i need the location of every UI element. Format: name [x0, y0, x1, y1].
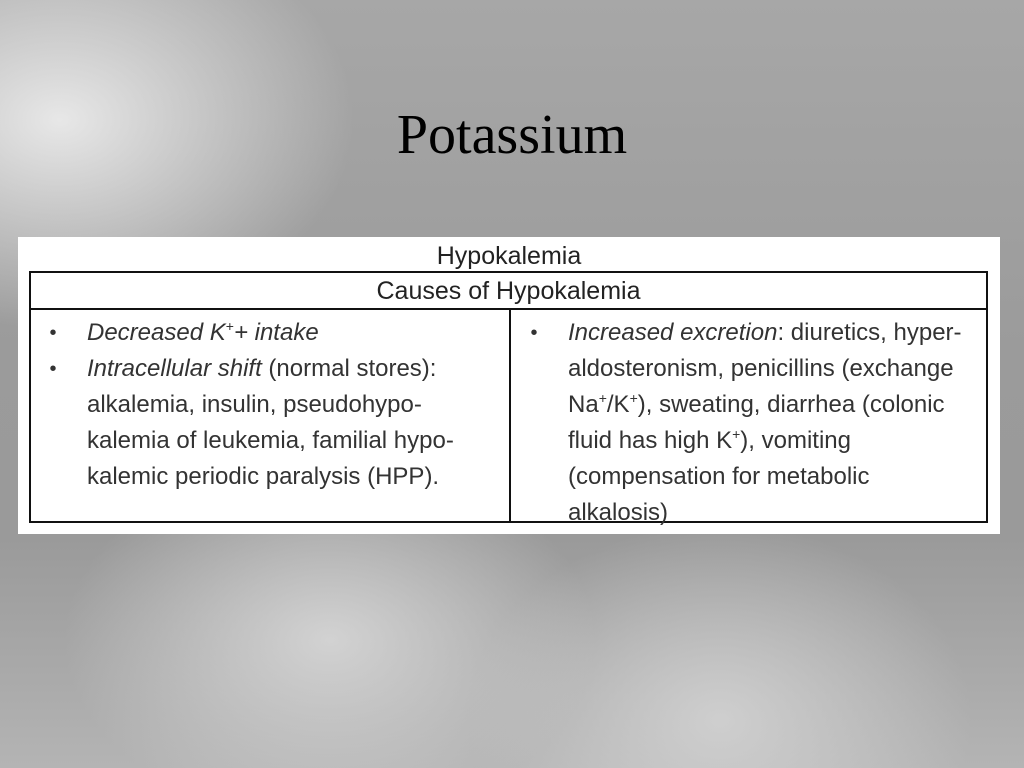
column-divider [509, 310, 511, 521]
left-column [43, 315, 498, 495]
superscript: + [598, 390, 607, 406]
item-text: ), vomiting (compensation for metabolic alkalosis) [568, 427, 870, 526]
superscript: + [732, 426, 741, 442]
causes-table [29, 271, 988, 526]
list-item [43, 351, 498, 495]
table-heading: Hypokalemia [436, 242, 582, 270]
bullet-icon: • [49, 358, 57, 380]
item-italic: + intake [233, 319, 319, 346]
list-item [43, 315, 498, 351]
item-text: ), sweating, diarrhea (colonic fluid has high K [568, 391, 945, 454]
item-italic: Increased excretion [568, 319, 778, 346]
slide-title: Potassium [396, 104, 628, 166]
bullet-icon: • [530, 322, 538, 344]
right-column [524, 315, 974, 531]
item-text: /K [606, 391, 630, 418]
bullet-icon: • [49, 322, 57, 344]
item-text: (normal stores): alkalemia, insulin, pseudohypo-kalemia of leukemia, familial hypo-kalemic periodic paralysis (HPP). [87, 355, 454, 490]
table-subheading: Causes of Hypokalemia [31, 273, 986, 310]
list-item [524, 315, 974, 531]
item-text: : diuretics, hyper-aldosteronism, penicillins (exchange Na [568, 319, 962, 418]
table-image [18, 237, 1000, 534]
item-italic: Intracellular shift [87, 355, 262, 382]
superscript: + [629, 390, 638, 406]
item-italic: Decreased K [87, 319, 226, 346]
superscript: + [225, 318, 234, 334]
